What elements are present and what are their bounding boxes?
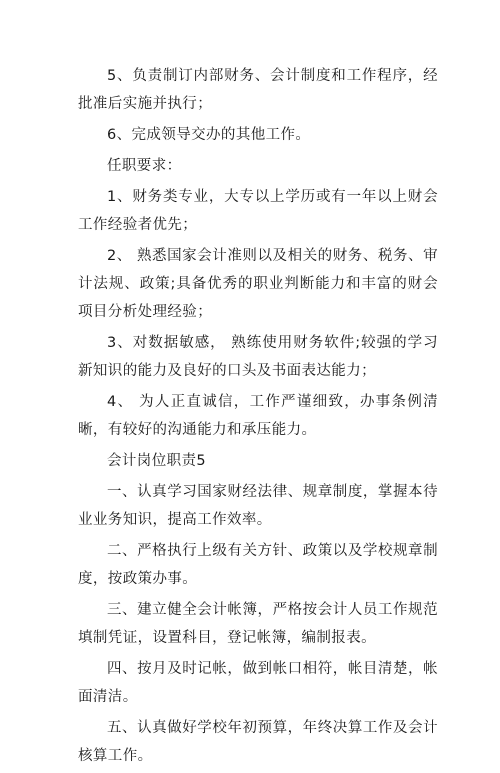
document-body bbox=[78, 62, 438, 773]
section-heading: 会计岗位职责5 bbox=[107, 453, 207, 469]
paragraph-duty-6: 6、完成领导交办的其他工作。 bbox=[107, 127, 311, 143]
requirements-heading: 任职要求： bbox=[107, 158, 182, 174]
paragraph-duty-5: 5、负责制订内部财务、会计制度和工作程序，经批准后实施并执行； bbox=[78, 68, 438, 112]
paragraph-item-5: 五、认真做好学校年初预算，年终决算工作及会计核算工作。 bbox=[78, 720, 438, 764]
paragraph-item-4: 四、按月及时记帐，做到帐口相符，帐目清楚，帐面清洁。 bbox=[78, 661, 438, 705]
paragraph-requirement-3: 3、对数据敏感， 熟练使用财务软件;较强的学习新知识的能力及良好的口头及书面表达能力； bbox=[78, 335, 438, 379]
paragraph-item-3: 三、建立健全会计帐簿，严格按会计人员工作规范填制凭证，设置科目，登记帐簿，编制报表。 bbox=[78, 602, 438, 646]
paragraph-item-1: 一、认真学习国家财经法律、规章制度，掌握本待业业务知识，提高工作效率。 bbox=[78, 484, 438, 528]
paragraph-requirement-4: 4、 为人正直诚信，工作严谨细致，办事条例清晰，有较好的沟通能力和承压能力。 bbox=[78, 394, 438, 438]
paragraph-requirement-1: 1、财务类专业，大专以上学历或有一年以上财会工作经验者优先； bbox=[78, 189, 438, 233]
paragraph-item-2: 二、严格执行上级有关方针、政策以及学校规章制度，按政策办事。 bbox=[78, 543, 438, 587]
paragraph-requirement-2: 2、 熟悉国家会计准则以及相关的财务、税务、审计法规、政策;具备优秀的职业判断能力和丰富的财会项目分析处理经验； bbox=[78, 248, 438, 320]
